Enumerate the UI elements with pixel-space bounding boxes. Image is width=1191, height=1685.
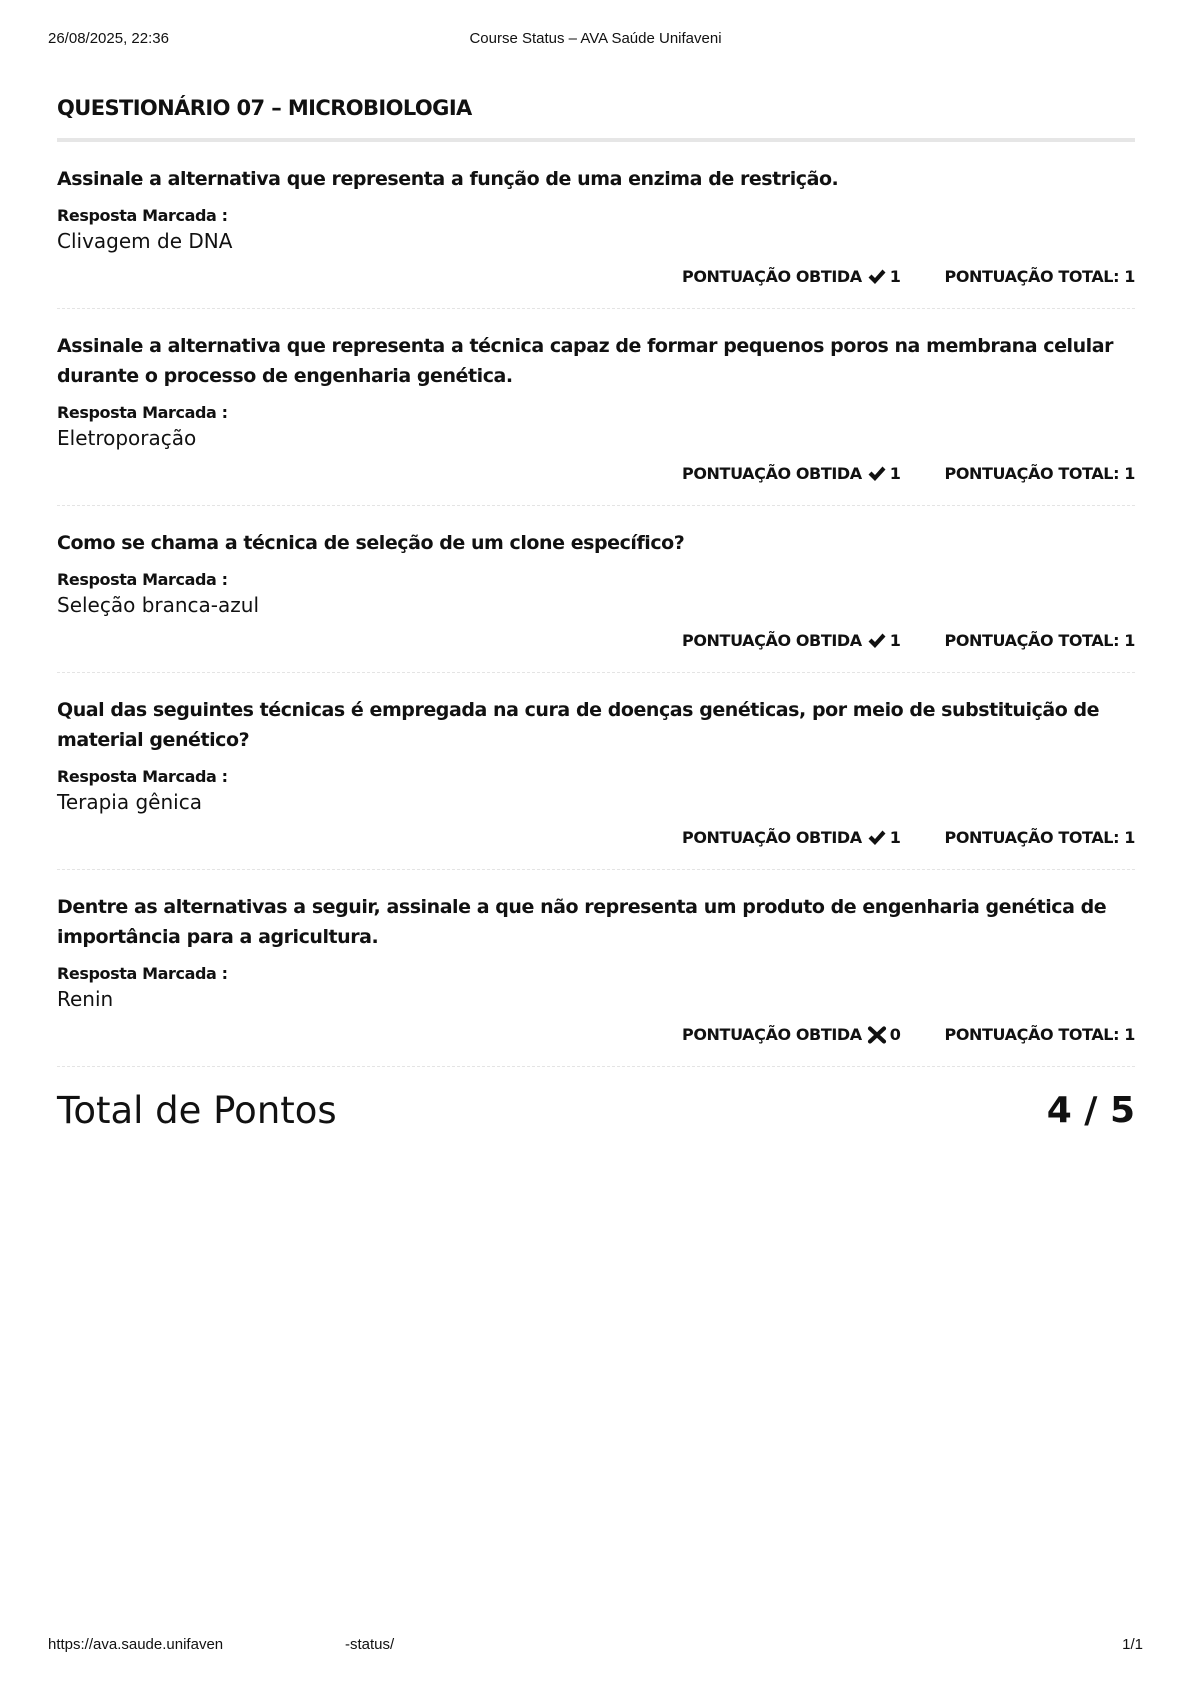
check-icon <box>867 632 887 650</box>
x-icon <box>867 1026 887 1044</box>
score-total <box>945 1025 1135 1044</box>
score-obtained <box>682 1025 900 1044</box>
score-row <box>57 464 1135 483</box>
print-header <box>48 30 1143 50</box>
print-url: https://ava.saude.unifaven <box>48 1636 224 1653</box>
question-item <box>57 673 1135 870</box>
score-total-label: PONTUAÇÃO TOTAL: <box>944 631 1120 650</box>
score-total <box>945 267 1135 286</box>
answer-label: Resposta Marcada : <box>57 403 228 422</box>
score-total-label: PONTUAÇÃO TOTAL: <box>944 1025 1120 1044</box>
score-obtained-label: PONTUAÇÃO OBTIDA <box>682 267 862 286</box>
question-item <box>57 506 1135 673</box>
answer-label: Resposta Marcada : <box>57 767 228 786</box>
question-text: Assinale a alternativa que representa a função de uma enzima de restrição. <box>57 168 839 190</box>
score-row <box>57 828 1135 847</box>
score-total-label: PONTUAÇÃO TOTAL: <box>944 828 1120 847</box>
check-icon <box>867 465 887 483</box>
question-text: Como se chama a técnica de seleção de um clone específico? <box>57 532 685 554</box>
score-obtained <box>682 631 900 650</box>
score-obtained-label: PONTUAÇÃO OBTIDA <box>682 631 862 650</box>
answer-value: Clivagem de DNA <box>57 229 233 253</box>
score-row <box>57 1025 1135 1044</box>
quiz-status-content <box>57 96 1135 1132</box>
score-obtained-label: PONTUAÇÃO OBTIDA <box>682 1025 862 1044</box>
score-total <box>945 464 1135 483</box>
score-obtained-value: 1 <box>889 267 901 286</box>
score-total-value: 1 <box>1124 1025 1135 1044</box>
score-total-label: PONTUAÇÃO TOTAL: <box>944 267 1120 286</box>
score-obtained-value: 1 <box>889 828 901 847</box>
answer-label: Resposta Marcada : <box>57 570 228 589</box>
question-text: Qual das seguintes técnicas é empregada na cura de doenças genéticas, por meio de substituição de material genético? <box>57 699 1100 751</box>
answer-value: Eletroporação <box>57 426 197 450</box>
answer-value: Terapia gênica <box>57 790 202 814</box>
check-icon <box>867 829 887 847</box>
score-obtained-label: PONTUAÇÃO OBTIDA <box>682 828 862 847</box>
question-item <box>57 142 1135 309</box>
score-total-value: 1 <box>1124 464 1135 483</box>
print-footer <box>48 1636 1143 1656</box>
score-row <box>57 267 1135 286</box>
quiz-title: QUESTIONÁRIO 07 – MICROBIOLOGIA <box>57 96 1135 142</box>
print-page-title: Course Status – AVA Saúde Unifaveni <box>469 30 722 47</box>
score-total <box>945 631 1135 650</box>
answer-value: Seleção branca-azul <box>57 593 260 617</box>
question-text: Dentre as alternativas a seguir, assinale a que não representa um produto de engenharia genética de importância para a agricultura. <box>57 896 1107 948</box>
score-total-value: 1 <box>1124 828 1135 847</box>
score-obtained <box>682 267 900 286</box>
question-text: Assinale a alternativa que representa a técnica capaz de formar pequenos poros na membrana celular durante o processo de engenharia genética. <box>57 335 1114 387</box>
answer-value: Renin <box>57 987 114 1011</box>
question-item <box>57 309 1135 506</box>
score-total-label: PONTUAÇÃO TOTAL: <box>944 464 1120 483</box>
page-number: 1/1 <box>1122 1636 1143 1653</box>
question-item <box>57 870 1135 1067</box>
score-obtained <box>682 464 900 483</box>
question-list <box>57 142 1135 1067</box>
score-obtained-value: 1 <box>889 464 901 483</box>
print-datetime: 26/08/2025, 22:36 <box>48 30 169 47</box>
score-row <box>57 631 1135 650</box>
score-obtained-label: PONTUAÇÃO OBTIDA <box>682 464 862 483</box>
answer-label: Resposta Marcada : <box>57 206 228 225</box>
total-points-label: Total de Pontos <box>57 1089 337 1132</box>
score-obtained <box>682 828 900 847</box>
score-obtained-value: 1 <box>889 631 901 650</box>
score-obtained-value: 0 <box>889 1025 901 1044</box>
score-total-value: 1 <box>1124 631 1135 650</box>
check-icon <box>867 268 887 286</box>
score-total-value: 1 <box>1124 267 1135 286</box>
total-points-row <box>57 1089 1135 1132</box>
score-total <box>945 828 1135 847</box>
answer-label: Resposta Marcada : <box>57 964 228 983</box>
print-url-suffix: -status/ <box>345 1636 395 1653</box>
total-points-value: 4 / 5 <box>1046 1090 1135 1131</box>
